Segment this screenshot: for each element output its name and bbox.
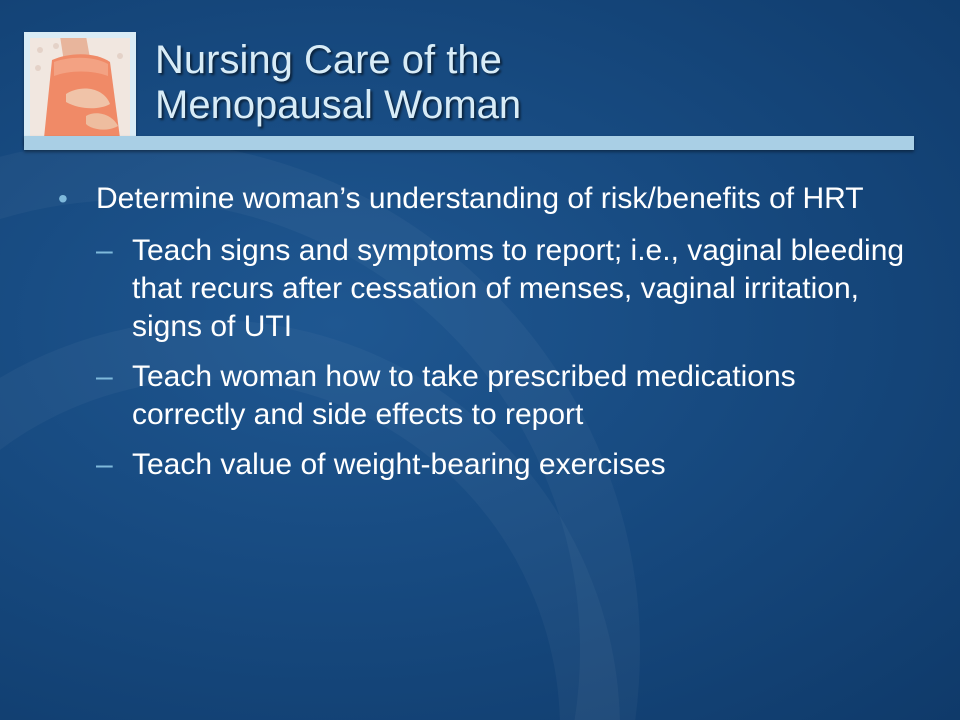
sub-bullet-text: Teach woman how to take prescribed medications correctly and side effects to report <box>132 360 796 431</box>
sub-bullet-item <box>56 358 916 434</box>
sub-bullet-item <box>56 232 916 346</box>
pregnant-woman-image <box>30 38 130 138</box>
slide-body <box>56 180 916 496</box>
sub-bullet-text: Teach value of weight-bearing exercises <box>132 448 666 481</box>
bullet-text: Determine woman’s understanding of risk/benefits of HRT <box>96 182 864 215</box>
slide-photo <box>24 32 136 144</box>
dash-marker: – <box>96 360 113 393</box>
dash-marker: – <box>96 448 113 481</box>
sub-bullet-item <box>56 446 916 484</box>
bullet-item <box>56 180 916 218</box>
title-line-1: Nursing Care of the <box>155 38 502 82</box>
title-underline-bar <box>24 136 914 150</box>
slide-title <box>155 38 895 128</box>
sub-bullet-text: Teach signs and symptoms to report; i.e., vaginal bleeding that recurs after cessation of menses, vaginal irritation, signs of UTI <box>132 234 905 343</box>
title-line-2: Menopausal Woman <box>155 83 522 127</box>
bullet-marker: • <box>58 183 68 214</box>
dash-marker: – <box>96 234 113 267</box>
